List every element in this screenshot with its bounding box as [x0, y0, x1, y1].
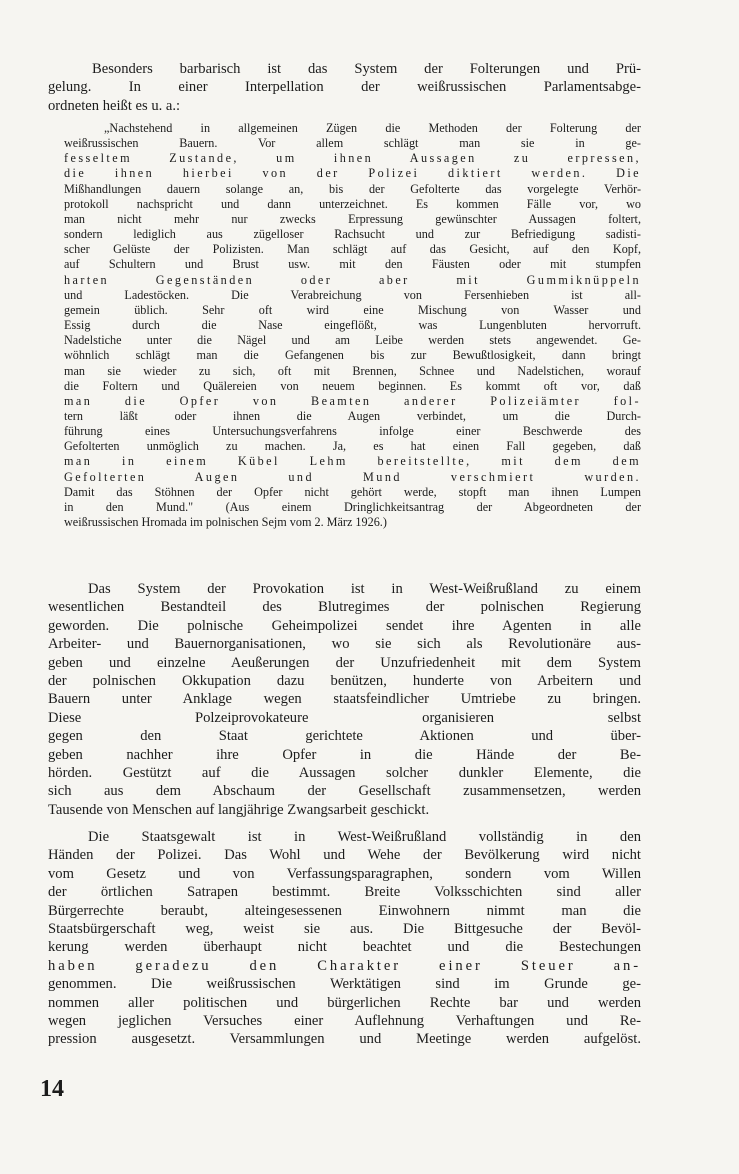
text-line: weißrussischen Bauern. Vor allem schlägt man sie in ge-: [64, 136, 641, 151]
text-line: Essig durch die Nase eingeflößt, was Lungenbluten hervorruft.: [64, 318, 641, 333]
text-line: nommen aller politischen und bürgerlichen Rechte bar und werden: [48, 994, 641, 1011]
text-line: man sie wieder zu sich, oft mit Brennen, Schnee und Nadelstichen, worauf: [64, 363, 641, 378]
text-line: scher Gelüste der Polizisten. Man schlägt auf das Gesicht, auf den Kopf,: [64, 242, 641, 257]
text-line: in den Mund." (Aus einem Dringlichkeitsantrag der Abgeordneten der: [64, 499, 641, 514]
text-line: der örtlichen Satrapen bestimmt. Breite Volksschichten sind aller: [48, 884, 641, 901]
text-line: harten Gegenständen oder aber mit Gummiknüppeln: [64, 272, 641, 287]
text-line: tern läßt oder ihnen die Augen verbindet, um die Durch-: [64, 408, 641, 423]
text-line: man die Opfer von Beamten anderer Polizeiämter fol-: [64, 393, 641, 408]
provocation-paragraph: [48, 580, 641, 819]
text-line: Damit das Stöhnen der Opfer nicht gehört werde, stopft man ihnen Lumpen: [64, 484, 641, 499]
text-line: sondern lediglich aus zügelloser Rachsucht und zur Befriedigung sadisti-: [64, 227, 641, 242]
intro-paragraph: [48, 60, 641, 115]
text-line: „Nachstehend in allgemeinen Zügen die Methoden der Folterung der: [104, 121, 641, 135]
text-line: man nicht mehr nur zwecks Erpressung gewünschter Aussagen foltert,: [64, 211, 641, 226]
text-line: hörden. Gestützt auf die Aussagen solcher dunkler Elemente, die: [48, 765, 641, 782]
text-line: gelung. In einer Interpellation der weißrussischen Parlamentsabge-: [48, 79, 641, 96]
text-line: die Foltern und Quälereien von neuem beginnen. Es kommt oft vor, daß: [64, 378, 641, 393]
text-line: Die Staatsgewalt ist in West-Weißrußland vollständig in den: [88, 829, 641, 845]
text-line: Tausende von Menschen auf langjährige Zwangsarbeit geschickt.: [48, 801, 430, 818]
text-line: protokoll nachspricht und dann unterzeichnet. Es kommen Fälle vor, wo: [64, 196, 641, 211]
text-line: Arbeiter- und Bauernorganisationen, wo sie sich als Revolutionäre aus-: [48, 636, 641, 653]
text-line: genommen. Die weißrussischen Werktätigen sind im Grunde ge-: [48, 976, 641, 993]
text-line: Bauern unter Anklage wegen staatsfeindlicher Umtriebe zu bringen.: [48, 691, 641, 708]
text-line: Das System der Provokation ist in West-Weißrußland zu einem: [88, 581, 641, 597]
text-line: Mißhandlungen dauern solange an, bis der Gefolterte das vorgelegte Verhör-: [64, 181, 641, 196]
text-line: wesentlichen Bestandteil des Blutregimes der polnischen Regierung: [48, 599, 641, 616]
text-line: gegen den Staat gerichtete Aktionen und über-: [48, 728, 641, 745]
text-line: Gefolterten Augen und Mund verschmiert wurden.: [64, 469, 641, 484]
text-line: sich aus dem Abschaum der Gesellschaft zusammensetzen, werden: [48, 783, 641, 800]
text-line: Nadelstiche unter die Nägel und am Leibe werden stets angewendet. Ge-: [64, 333, 641, 348]
text-line: Bürgerrechte beraubt, alteingesessenen Einwohnern nimmt man die: [48, 902, 641, 919]
text-line: Staatsbürgerschaft weg, weist sie aus. Die Bittgesuche der Bevöl-: [48, 921, 641, 938]
text-line: Händen der Polizei. Das Wohl und Wehe der Bevölkerung wird nicht: [48, 847, 641, 864]
quoted-interpellation: [64, 121, 641, 530]
text-line: führung eines Untersuchungsverfahrens infolge einer Beschwerde des: [64, 424, 641, 439]
page-number: 14: [40, 1076, 64, 1102]
text-line: auf Schultern und Brust usw. mit den Fäusten oder mit stumpfen: [64, 257, 641, 272]
text-line: fesseltem Zustande, um ihnen Aussagen zu erpressen,: [64, 151, 641, 166]
state-power-paragraph: [48, 828, 641, 1049]
text-line: gemein üblich. Sehr oft wird eine Mischung von Wasser und: [64, 302, 641, 317]
text-line: geben und einzelne Aeußerungen der Unzufriedenheit mit dem System: [48, 654, 641, 671]
text-line: wegen jeglichen Versuches einer Auflehnung Verhaftungen und Re-: [48, 1013, 641, 1030]
text-line: weißrussischen Hromada im polnischen Sejm vom 2. März 1926.): [64, 515, 387, 530]
text-line: pression ausgesetzt. Versammlungen und Meetinge werden aufgelöst.: [48, 1031, 641, 1048]
text-line: geworden. Die polnische Geheimpolizei sendet ihre Agenten in alle: [48, 617, 641, 634]
text-line: der polnischen Okkupation dazu benützen, hunderte von Arbeitern und: [48, 673, 641, 690]
text-line: die ihnen hierbei von der Polizei diktiert werden. Die: [64, 166, 641, 181]
text-line: man in einem Kübel Lehm bereitstellte, mit dem dem: [64, 454, 641, 469]
text-line: vom Gesetz und von Verfassungsparagraphen, sondern vom Willen: [48, 865, 641, 882]
text-line: Besonders barbarisch ist das System der Folterungen und Prü-: [92, 61, 641, 77]
text-line: Diese Polzeiprovokateure organisieren selbst: [48, 709, 641, 726]
text-line: wöhnlich schlägt man die Gefangenen bis zur Bewußtlosigkeit, dann bringt: [64, 348, 641, 363]
text-line: und Ladestöcken. Die Verabreichung von Fersenhieben ist all-: [64, 287, 641, 302]
text-line: haben geradezu den Charakter einer Steuer an-: [48, 957, 641, 974]
text-line: Gefolterten unmöglich zu machen. Ja, es hat einen Fall gegeben, daß: [64, 439, 641, 454]
text-line: ordneten heißt es u. a.:: [48, 97, 181, 114]
text-line: geben nachher ihre Opfer in die Hände der Be-: [48, 746, 641, 763]
text-line: kerung werden überhaupt nicht beachtet und die Bestechungen: [48, 939, 641, 956]
